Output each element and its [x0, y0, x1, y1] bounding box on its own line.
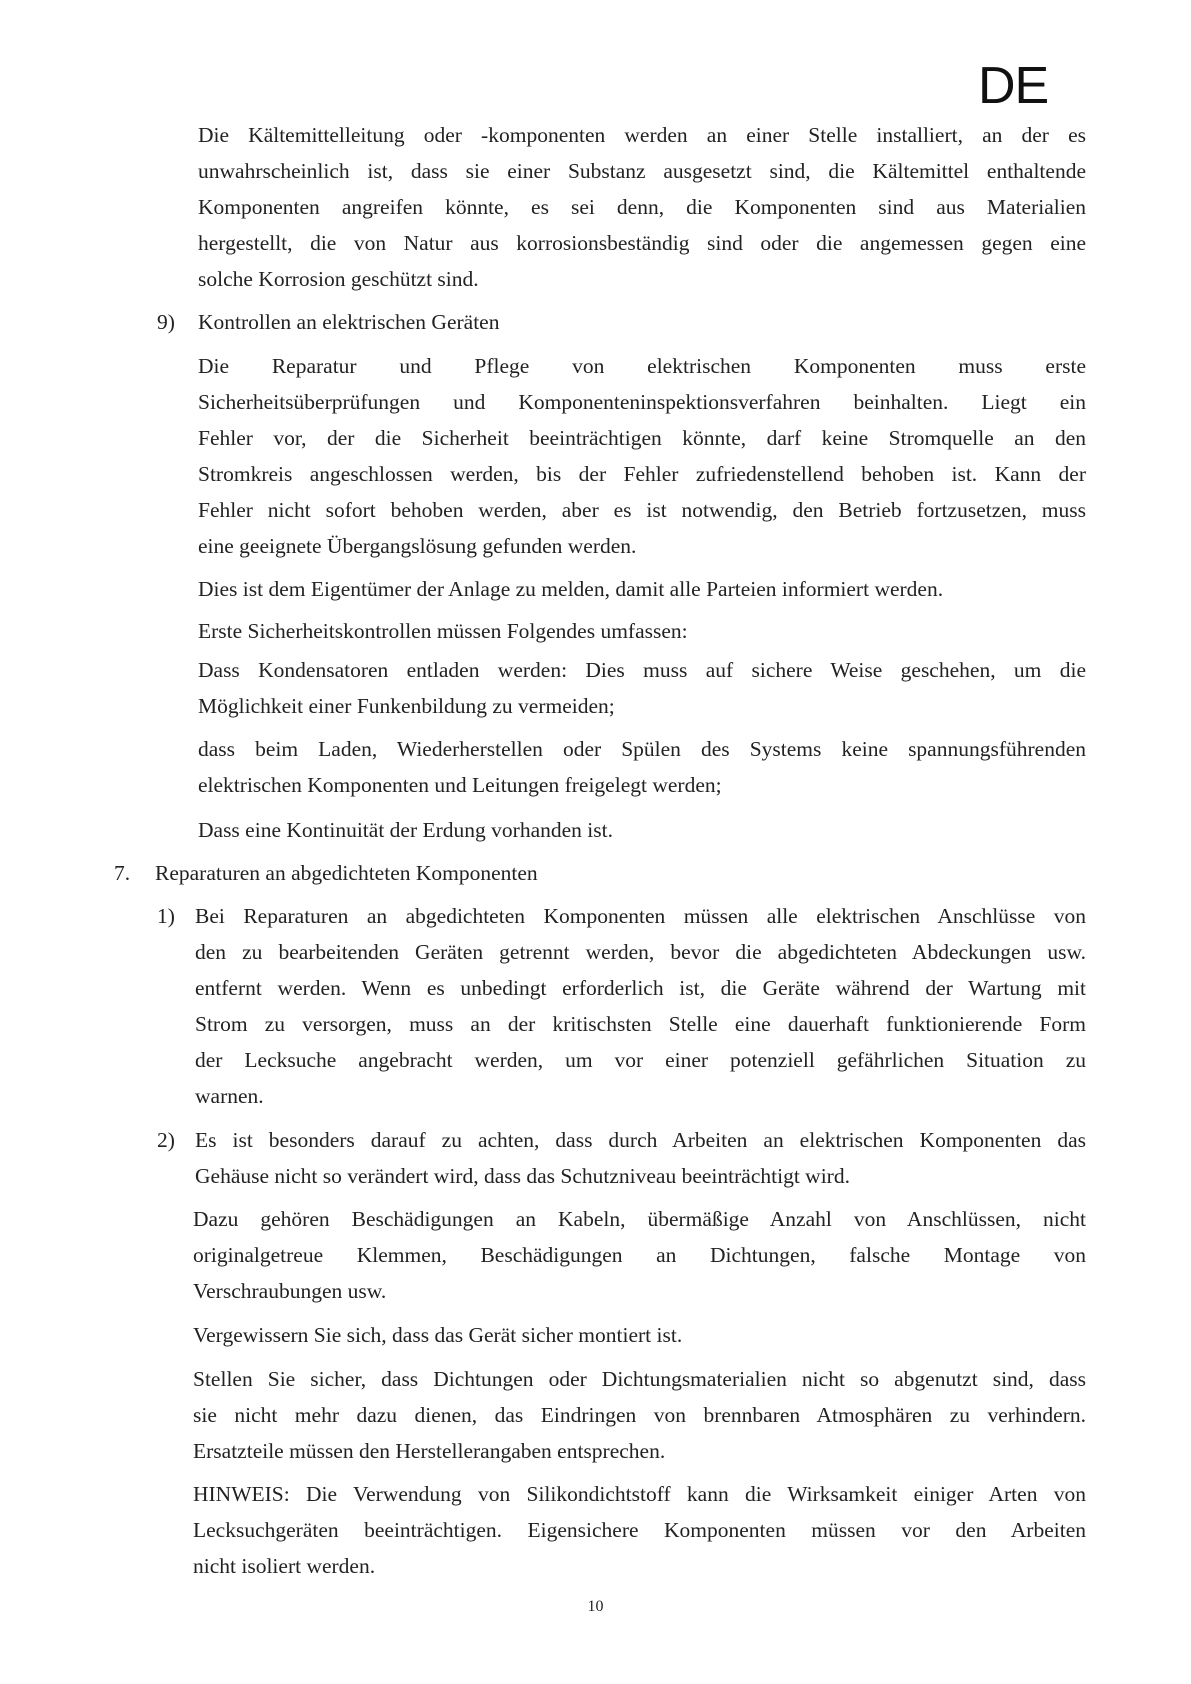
item-9-paragraph-5	[198, 731, 1086, 803]
text-line: sie nicht mehr dazu dienen, das Eindringen von brennbaren Atmosphären zu verhindern.	[193, 1403, 1086, 1427]
text-line: Fehler nicht sofort behoben werden, aber es ist notwendig, den Betrieb fortzusetzen, muss	[198, 498, 1086, 522]
text-line: unwahrscheinlich ist, dass sie einer Substanz ausgesetzt sind, die Kältemittel enthaltende	[198, 159, 1086, 183]
section-7-title: Reparaturen an abgedichteten Komponenten	[155, 861, 538, 885]
text-line: dass beim Laden, Wiederherstellen oder Spülen des Systems keine spannungsführenden	[198, 737, 1086, 761]
paragraph-intro	[198, 117, 1086, 297]
text-line: entfernt werden. Wenn es unbedingt erforderlich ist, die Geräte während der Wartung mit	[195, 976, 1086, 1000]
text-line: Dazu gehören Beschädigungen an Kabeln, übermäßige Anzahl von Anschlüssen, nicht	[193, 1207, 1086, 1231]
item-2-number: 2)	[157, 1128, 175, 1152]
text-line: Erste Sicherheitskontrollen müssen Folgendes umfassen:	[198, 619, 688, 643]
item-1-number: 1)	[157, 904, 175, 928]
text-line: Ersatzteile müssen den Herstellerangaben entsprechen.	[193, 1439, 666, 1463]
item-2-paragraph-1	[195, 1122, 1086, 1194]
text-line: Stromkreis angeschlossen werden, bis der Fehler zufriedenstellend behoben ist. Kann der	[198, 462, 1086, 486]
item-9-paragraph-4	[198, 652, 1086, 724]
item-1-paragraph	[195, 898, 1086, 1114]
text-line: originalgetreue Klemmen, Beschädigungen an Dichtungen, falsche Montage von	[193, 1243, 1086, 1267]
text-line: HINWEIS: Die Verwendung von Silikondichtstoff kann die Wirksamkeit einiger Arten von	[193, 1482, 1086, 1506]
text-line: elektrischen Komponenten und Leitungen freigelegt werden;	[198, 773, 722, 797]
language-marker: DE	[978, 57, 1049, 115]
text-line: Möglichkeit einer Funkenbildung zu vermeiden;	[198, 694, 615, 718]
text-line: Bei Reparaturen an abgedichteten Komponenten müssen alle elektrischen Anschlüsse von	[195, 904, 1086, 928]
text-line: Die Kältemittelleitung oder -komponenten werden an einer Stelle installiert, an der es	[198, 123, 1086, 147]
text-line: eine geeignete Übergangslösung gefunden werden.	[198, 534, 637, 558]
text-line: Komponenten angreifen könnte, es sei denn, die Komponenten sind aus Materialien	[198, 195, 1086, 219]
item-9-paragraph-3	[198, 613, 1086, 649]
text-line: Strom zu versorgen, muss an der kritischsten Stelle eine dauerhaft funktionierende Form	[195, 1012, 1086, 1036]
item-2-paragraph-2	[193, 1201, 1086, 1309]
item-2-paragraph-5	[193, 1476, 1086, 1584]
item-9-title: Kontrollen an elektrischen Geräten	[198, 310, 500, 334]
item-2-paragraph-4	[193, 1361, 1086, 1469]
text-line: Dass Kondensatoren entladen werden: Dies muss auf sichere Weise geschehen, um die	[198, 658, 1086, 682]
text-line: Sicherheitsüberprüfungen und Komponenteninspektionsverfahren beinhalten. Liegt ein	[198, 390, 1086, 414]
text-line: solche Korrosion geschützt sind.	[198, 267, 479, 291]
item-9-paragraph-6	[198, 812, 1086, 848]
text-line: hergestellt, die von Natur aus korrosionsbeständig sind oder die angemessen gegen eine	[198, 231, 1086, 255]
text-line: Stellen Sie sicher, dass Dichtungen oder Dichtungsmaterialien nicht so abgenutzt sind, dass	[193, 1367, 1086, 1391]
text-line: Dass eine Kontinuität der Erdung vorhanden ist.	[198, 818, 613, 842]
text-line: Vergewissern Sie sich, dass das Gerät sicher montiert ist.	[193, 1323, 683, 1347]
text-line: Fehler vor, der die Sicherheit beeinträchtigen könnte, darf keine Stromquelle an den	[198, 426, 1086, 450]
section-7-number: 7.	[114, 861, 131, 885]
text-line: warnen.	[195, 1084, 264, 1108]
text-line: Es ist besonders darauf zu achten, dass durch Arbeiten an elektrischen Komponenten das	[195, 1128, 1086, 1152]
text-line: Die Reparatur und Pflege von elektrischen Komponenten muss erste	[198, 354, 1086, 378]
text-line: Lecksuchgeräten beeinträchtigen. Eigensichere Komponenten müssen vor den Arbeiten	[193, 1518, 1086, 1542]
item-9-number: 9)	[157, 310, 175, 334]
item-9-paragraph-1	[198, 348, 1086, 564]
item-9-paragraph-2	[198, 571, 1086, 607]
item-2-paragraph-3	[193, 1317, 1086, 1353]
text-line: der Lecksuche angebracht werden, um vor einer potenziell gefährlichen Situation zu	[195, 1048, 1086, 1072]
text-line: den zu bearbeitenden Geräten getrennt werden, bevor die abgedichteten Abdeckungen usw.	[195, 940, 1086, 964]
text-line: nicht isoliert werden.	[193, 1554, 376, 1578]
text-line: Verschraubungen usw.	[193, 1279, 387, 1303]
page-number: 10	[587, 1598, 604, 1615]
text-line: Dies ist dem Eigentümer der Anlage zu melden, damit alle Parteien informiert werden.	[198, 577, 944, 601]
text-line: Gehäuse nicht so verändert wird, dass das Schutzniveau beeinträchtigt wird.	[195, 1164, 850, 1188]
